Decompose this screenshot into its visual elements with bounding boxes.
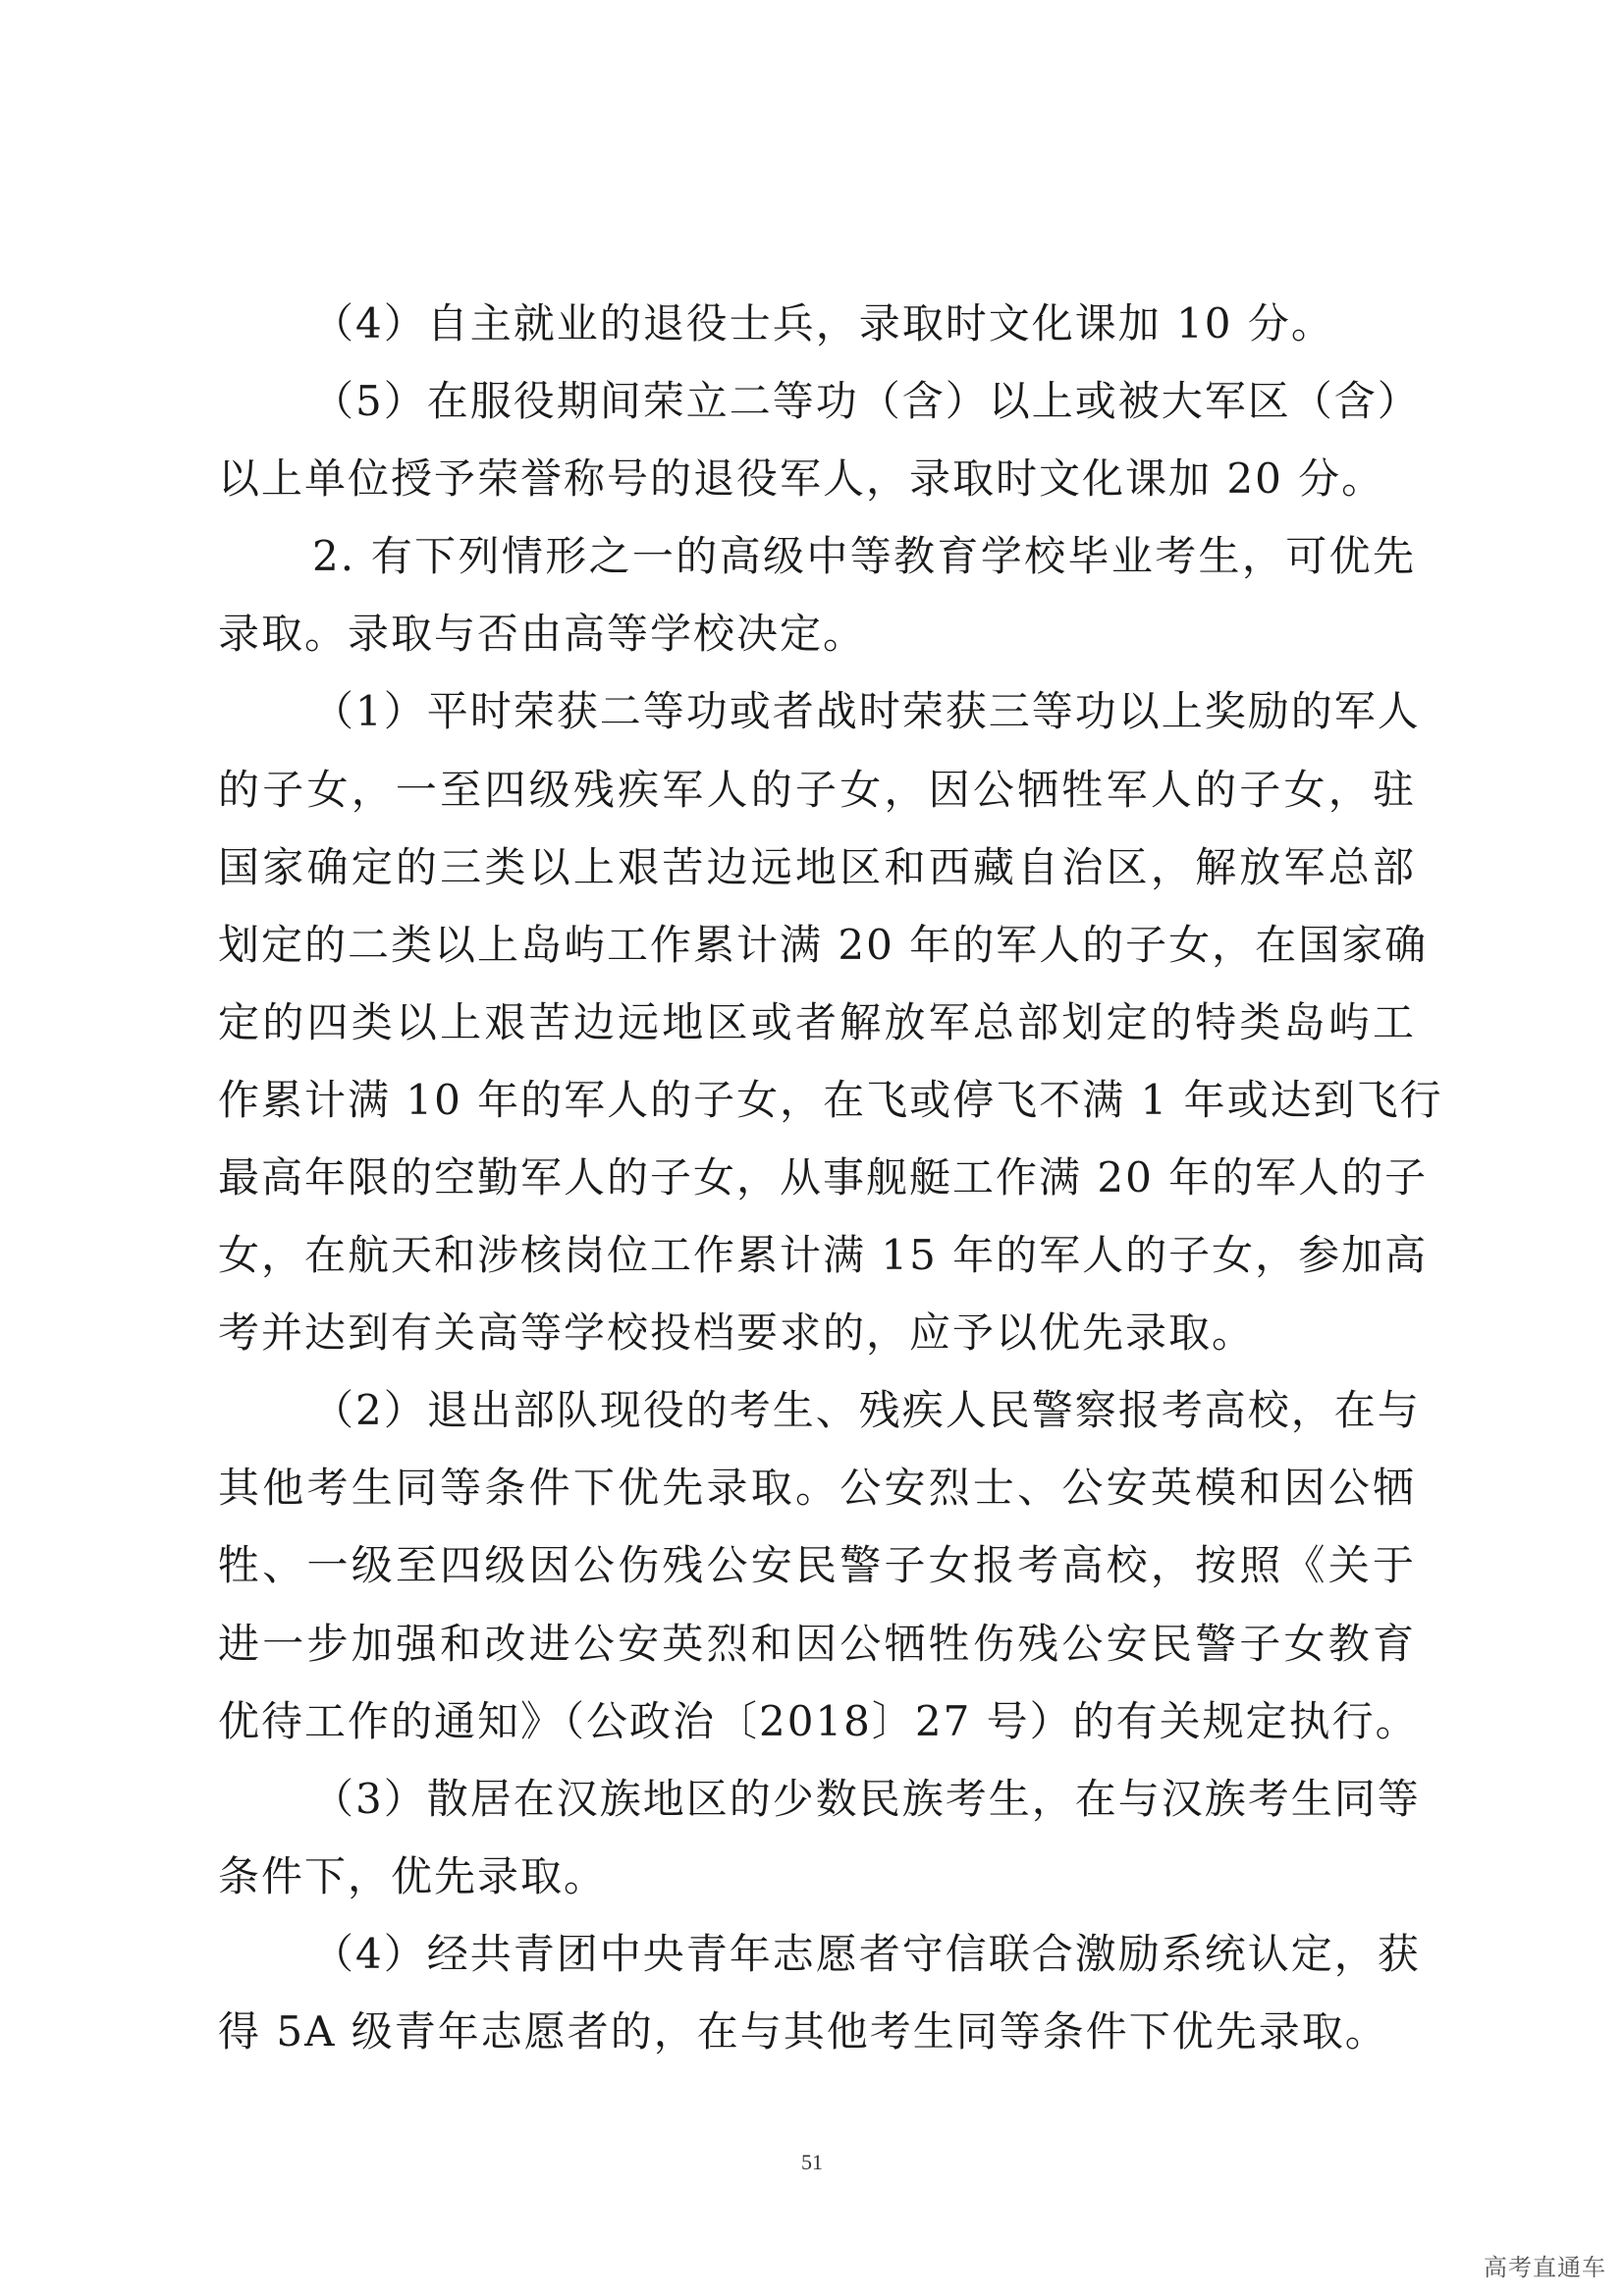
text-line: 录取。录取与否由高等学校决定。 <box>218 610 867 658</box>
text-line: 其他考生同等条件下优先录取。公安烈士、公安英模和因公牺 <box>218 1464 1416 1512</box>
text-line: 得 5A 级青年志愿者的，在与其他考生同等条件下优先录取。 <box>218 2007 1388 2056</box>
text-line: 牲、一级至四级因公伤残公安民警子女报考高校，按照《关于 <box>218 1541 1416 1589</box>
text-line: 条件下，优先录取。 <box>218 1852 608 1900</box>
text-line: 的子女，一至四级残疾军人的子女，因公牺牲军人的子女，驻 <box>218 766 1416 814</box>
text-line: 以上单位授予荣誉称号的退役军人，录取时文化课加 20 分。 <box>218 454 1385 503</box>
text-line: （1）平时荣获二等功或者战时荣获三等功以上奖励的军人 <box>312 687 1421 735</box>
text-line: 优待工作的通知》（公政治〔2018〕27 号）的有关规定执行。 <box>218 1697 1419 1745</box>
text-line: 考并达到有关高等学校投档要求的，应予以优先录取。 <box>218 1308 1256 1357</box>
text-line: （5）在服役期间荣立二等功（含）以上或被大军区（含） <box>312 377 1421 425</box>
text-line: （2）退出部队现役的考生、残疾人民警察报考高校，在与 <box>312 1386 1421 1434</box>
text-line: 最高年限的空勤军人的子女，从事舰艇工作满 20 年的军人的子 <box>218 1153 1429 1201</box>
text-line: （4）经共青团中央青年志愿者守信联合激励系统认定，获 <box>312 1930 1421 1978</box>
text-line: 作累计满 10 年的军人的子女，在飞或停飞不满 1 年或达到飞行 <box>218 1076 1443 1124</box>
text-line: 国家确定的三类以上艰苦边远地区和西藏自治区，解放军总部 <box>218 843 1416 891</box>
text-line: 女，在航天和涉核岗位工作累计满 15 年的军人的子女，参加高 <box>218 1231 1429 1279</box>
text-line: 2. 有下列情形之一的高级中等教育学校毕业考生，可优先 <box>312 532 1416 580</box>
text-line: 划定的二类以上岛屿工作累计满 20 年的军人的子女，在国家确 <box>218 921 1429 969</box>
page-number: 51 <box>801 2150 823 2174</box>
watermark: 高考直通车 <box>1484 2254 1606 2281</box>
text-line: （3）散居在汉族地区的少数民族考生，在与汉族考生同等 <box>312 1775 1421 1823</box>
text-line: 定的四类以上艰苦边远地区或者解放军总部划定的特类岛屿工 <box>218 998 1416 1046</box>
text-line: 进一步加强和改进公安英烈和因公牺牲伤残公安民警子女教育 <box>218 1620 1416 1668</box>
text-line: （4）自主就业的退役士兵，录取时文化课加 10 分。 <box>312 299 1334 347</box>
